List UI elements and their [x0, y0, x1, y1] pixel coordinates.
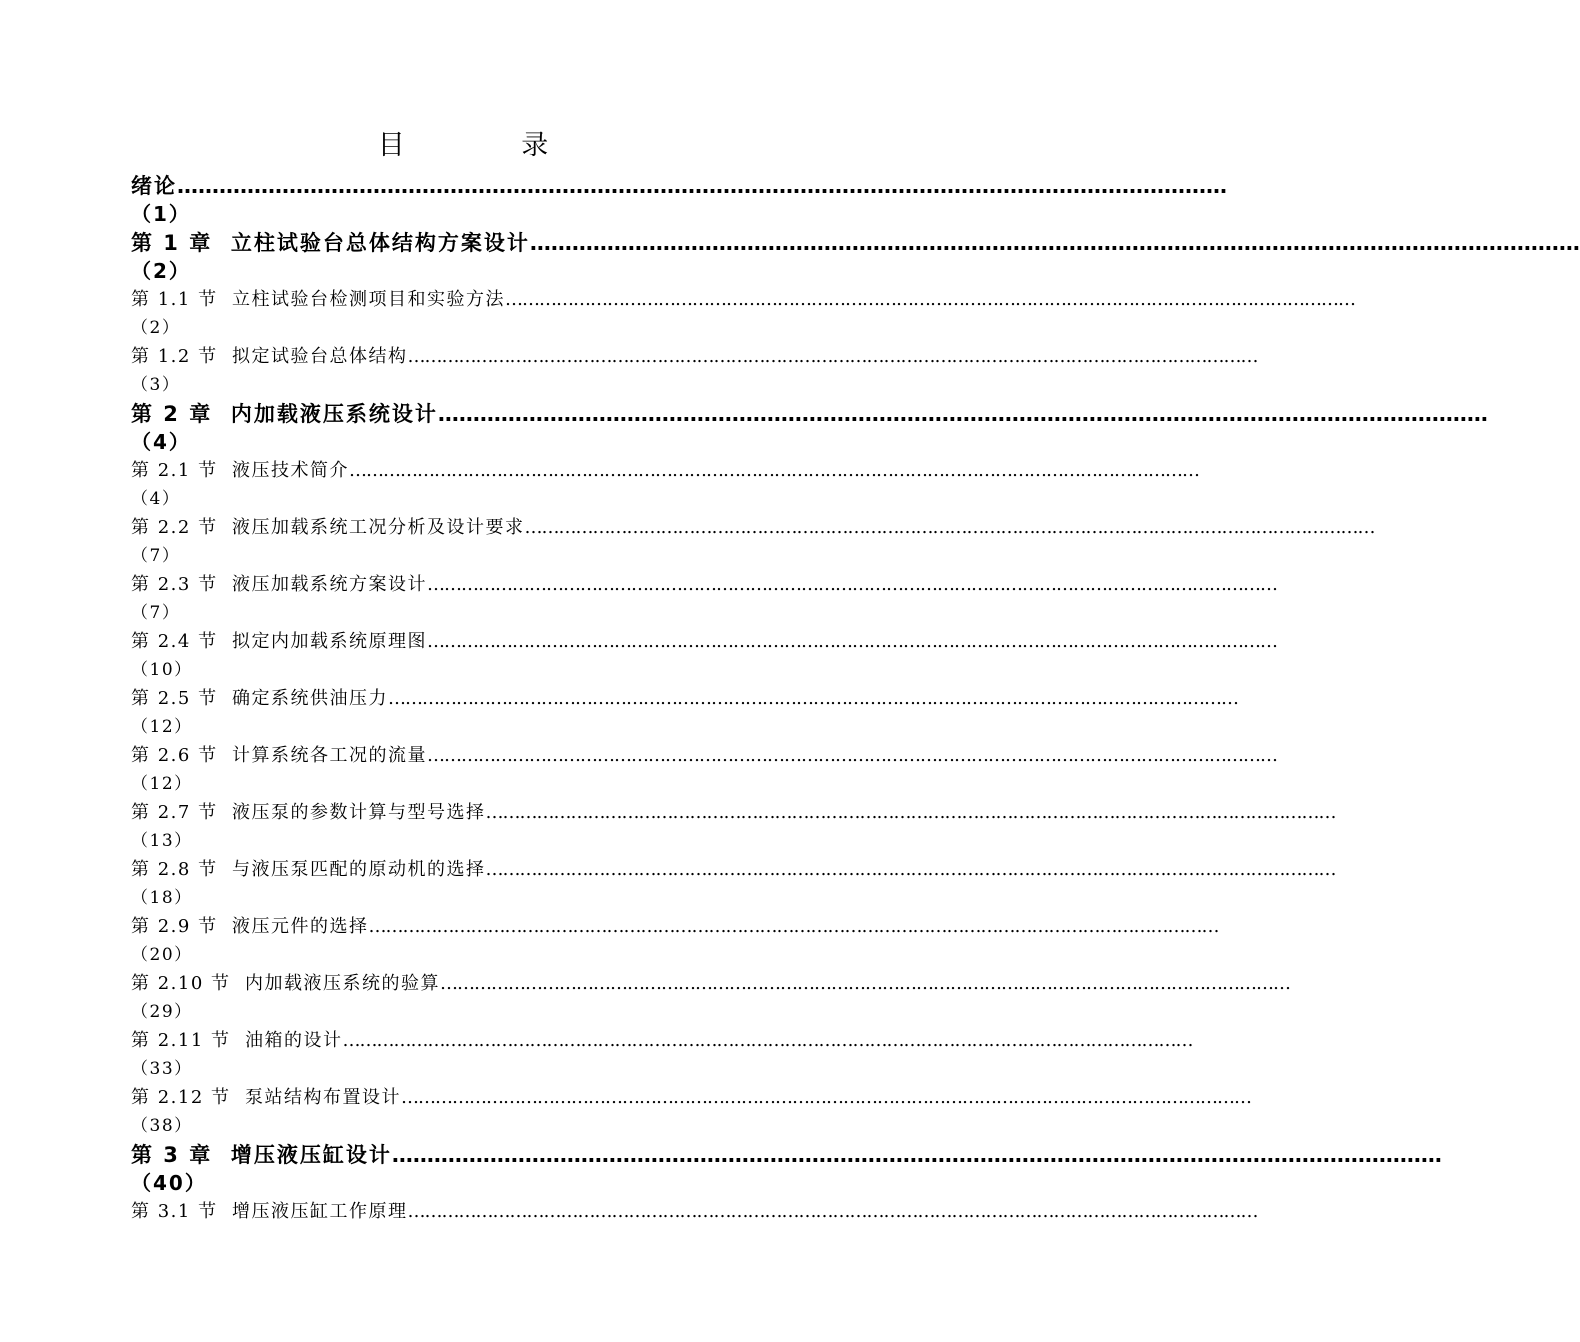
toc-entry-page: （7）: [131, 546, 181, 566]
toc-entry-introduction[interactable]: [131, 171, 1227, 228]
toc-entry-label: 第 2.8 节 与液压泵匹配的原动机的选择: [131, 859, 486, 880]
toc-entry-section-2-5[interactable]: [131, 684, 1239, 741]
toc-entry-label: 第 2 章 内加载液压系统设计: [131, 402, 438, 426]
toc-entry-page: （33）: [131, 1059, 193, 1079]
toc-entry-page: （18）: [131, 888, 193, 908]
toc-entry-section-2-3[interactable]: [131, 570, 1278, 627]
toc-entry-page: （38）: [131, 1116, 193, 1136]
toc-entry-label: 第 2.10 节 内加载液压系统的验算: [131, 973, 440, 994]
toc-entry-page: （12）: [131, 774, 193, 794]
toc-leader-dots: ……………………………………………………………………………………………………………………………………: [427, 745, 1278, 766]
toc-entry-label: 第 2.2 节 液压加载系统工况分析及设计要求: [131, 517, 525, 538]
toc-entry-label: 第 2.3 节 液压加载系统方案设计: [131, 574, 428, 595]
table-of-contents: [131, 171, 1580, 1226]
toc-entry-label: 第 3.1 节 增压液压缸工作原理: [131, 1201, 408, 1222]
toc-entry-page: （10）: [131, 660, 193, 680]
toc-entry-label: 第 1.1 节 立柱试验台检测项目和实验方法: [131, 289, 506, 310]
toc-leader-dots: ……………………………………………………………………………………………………………………………………: [400, 1087, 1251, 1108]
toc-leader-dots: ……………………………………………………………………………………………………………………………………: [427, 574, 1278, 595]
toc-entry-section-2-10[interactable]: [131, 969, 1290, 1026]
toc-leader-dots: ……………………………………………………………………………………………………………………………………: [368, 916, 1219, 937]
toc-entry-page: （4）: [131, 489, 181, 509]
toc-entry-page: （12）: [131, 717, 193, 737]
toc-title: 目 录: [377, 130, 603, 161]
toc-leader-dots: ……………………………………………………………………………………………………………………………………: [437, 402, 1488, 426]
toc-leader-dots: ……………………………………………………………………………………………………………………………………: [349, 460, 1200, 481]
toc-entry-section-2-7[interactable]: [131, 798, 1336, 855]
toc-leader-dots: ……………………………………………………………………………………………………………………………………: [391, 1143, 1442, 1167]
toc-leader-dots: ……………………………………………………………………………………………………………………………………: [439, 973, 1290, 994]
toc-entry-section-2-11[interactable]: [131, 1026, 1193, 1083]
toc-entry-page: （2）: [131, 318, 181, 338]
toc-entry-label: 第 2.9 节 液压元件的选择: [131, 916, 369, 937]
toc-entry-section-2-4[interactable]: [131, 627, 1278, 684]
toc-entry-chapter-2[interactable]: [131, 399, 1488, 456]
toc-entry-page: （13）: [131, 831, 193, 851]
toc-entry-label: 第 2.4 节 拟定内加载系统原理图: [131, 631, 428, 652]
toc-leader-dots: ……………………………………………………………………………………………………………………………………: [342, 1030, 1193, 1051]
toc-entry-section-2-6[interactable]: [131, 741, 1278, 798]
toc-entry-label: 第 2.5 节 确定系统供油压力: [131, 688, 389, 709]
toc-leader-dots: ……………………………………………………………………………………………………………………………………: [407, 346, 1258, 367]
toc-leader-dots: ……………………………………………………………………………………………………………………………………: [427, 631, 1278, 652]
toc-entry-page: （20）: [131, 945, 193, 965]
toc-leader-dots: ……………………………………………………………………………………………………………………………………: [388, 688, 1239, 709]
toc-entry-page: （4）: [131, 430, 191, 454]
toc-entry-page: （7）: [131, 603, 181, 623]
toc-entry-label: 第 2.1 节 液压技术简介: [131, 460, 350, 481]
toc-entry-page: （1）: [131, 202, 191, 226]
toc-leader-dots: ……………………………………………………………………………………………………………………………………: [485, 802, 1336, 823]
toc-leader-dots: ……………………………………………………………………………………………………………………………………: [485, 859, 1336, 880]
toc-entry-page: （40）: [131, 1171, 207, 1195]
toc-leader-dots: ……………………………………………………………………………………………………………………………………: [505, 289, 1356, 310]
toc-entry-page: （3）: [131, 375, 181, 395]
toc-entry-section-1-1[interactable]: [131, 285, 1356, 342]
toc-leader-dots: ……………………………………………………………………………………………………………………………………: [407, 1201, 1258, 1222]
toc-entry-chapter-3[interactable]: [131, 1140, 1442, 1197]
toc-entry-section-1-2[interactable]: [131, 342, 1258, 399]
toc-entry-label: 第 2.7 节 液压泵的参数计算与型号选择: [131, 802, 486, 823]
toc-entry-page: （29）: [131, 1002, 193, 1022]
toc-entry-label: 绪论: [131, 174, 177, 198]
toc-entry-section-2-1[interactable]: [131, 456, 1200, 513]
toc-entry-label: 第 3 章 增压液压缸设计: [131, 1143, 392, 1167]
toc-entry-label: 第 2.12 节 泵站结构布置设计: [131, 1087, 401, 1108]
toc-entry-section-2-12[interactable]: [131, 1083, 1251, 1140]
toc-entry-label: 第 1.2 节 拟定试验台总体结构: [131, 346, 408, 367]
toc-entry-label: 第 1 章 立柱试验台总体结构方案设计: [131, 231, 530, 255]
toc-entry-page: （2）: [131, 259, 191, 283]
toc-entry-section-2-9[interactable]: [131, 912, 1219, 969]
toc-entry-section-3-1[interactable]: [131, 1197, 1258, 1226]
toc-leader-dots: ……………………………………………………………………………………………………………………………………: [529, 231, 1580, 255]
toc-leader-dots: ……………………………………………………………………………………………………………………………………: [177, 174, 1227, 198]
toc-leader-dots: ……………………………………………………………………………………………………………………………………: [524, 517, 1375, 538]
toc-entry-section-2-2[interactable]: [131, 513, 1375, 570]
toc-entry-label: 第 2.11 节 油箱的设计: [131, 1030, 343, 1051]
toc-entry-label: 第 2.6 节 计算系统各工况的流量: [131, 745, 428, 766]
toc-entry-chapter-1[interactable]: [131, 228, 1580, 285]
toc-entry-section-2-8[interactable]: [131, 855, 1336, 912]
